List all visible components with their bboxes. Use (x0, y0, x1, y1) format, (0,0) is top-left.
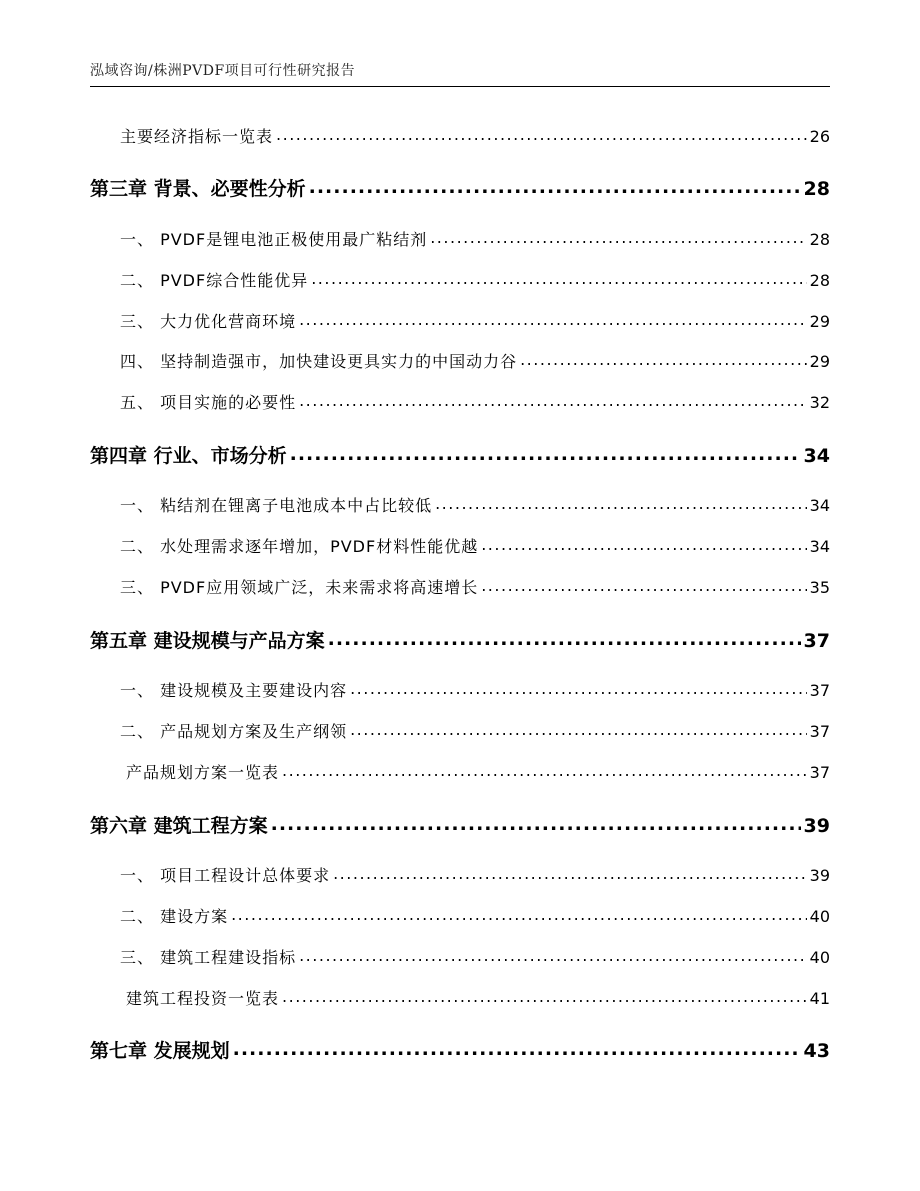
toc-chapter-page: 39 (803, 815, 830, 837)
toc-entry-title: 产品规划方案一览表 (126, 763, 280, 782)
toc-entry-title: 三、 建筑工程建设指标 (120, 948, 297, 967)
toc-entry-title: 四、 坚持制造强市，加快建设更具实力的中国动力谷 (120, 352, 518, 371)
toc-entry[interactable] (120, 124, 830, 147)
toc-entry-page: 41 (809, 989, 830, 1008)
toc-entry-title: 一、 项目工程设计总体要求 (120, 866, 331, 885)
toc-chapter-title: 第五章 建设规模与产品方案 (90, 630, 325, 652)
dot-leader (282, 987, 807, 1006)
toc-entry-page: 28 (809, 230, 830, 249)
toc-entry[interactable] (120, 309, 830, 332)
toc-entry[interactable] (120, 390, 830, 413)
toc-chapter-title: 第四章 行业、市场分析 (90, 445, 287, 467)
toc-chapter[interactable] (90, 811, 830, 838)
toc-entry[interactable] (120, 534, 830, 557)
toc-entry-page: 32 (809, 393, 830, 412)
toc-chapter-title: 第七章 发展规划 (90, 1040, 230, 1062)
toc-entry-title: 二、 产品规划方案及生产纲领 (120, 722, 348, 741)
toc-chapter-page: 37 (803, 630, 830, 652)
dot-leader (333, 864, 807, 883)
toc-entry-title: 一、 PVDF是锂电池正极使用最广粘结剂 (120, 230, 428, 249)
dot-leader (309, 176, 801, 198)
toc-entry-page: 40 (809, 948, 830, 967)
toc-entry-title: 三、 大力优化营商环境 (120, 312, 297, 331)
toc-chapter[interactable] (90, 174, 830, 201)
toc-entry-title: 一、 建设规模及主要建设内容 (120, 681, 348, 700)
toc-entry-page: 37 (809, 722, 830, 741)
toc-entry[interactable] (120, 945, 830, 968)
toc-entry-title: 主要经济指标一览表 (120, 127, 274, 146)
dot-leader (290, 443, 801, 465)
toc-chapter-page: 34 (803, 445, 830, 467)
toc-entry-page: 39 (809, 866, 830, 885)
dot-leader (520, 350, 807, 369)
dot-leader (299, 946, 807, 965)
toc-entry[interactable] (120, 904, 830, 927)
toc-entry-page: 29 (809, 352, 830, 371)
toc-chapter[interactable] (90, 1036, 830, 1063)
toc-entry-page: 34 (809, 496, 830, 515)
toc-entry-title: 二、 水处理需求逐年增加，PVDF材料性能优越 (120, 537, 479, 556)
dot-leader (350, 720, 807, 739)
toc-entry-page: 28 (809, 271, 830, 290)
toc-chapter[interactable] (90, 441, 830, 468)
dot-leader (233, 1038, 801, 1060)
dot-leader (231, 905, 807, 924)
toc-entry-title: 二、 PVDF综合性能优异 (120, 271, 309, 290)
toc-entry-page: 26 (809, 127, 830, 146)
toc-entry[interactable] (120, 863, 830, 886)
toc-entry[interactable] (120, 268, 830, 291)
toc-chapter[interactable] (90, 626, 830, 653)
dot-leader (350, 679, 807, 698)
toc-entry-page: 34 (809, 537, 830, 556)
dot-leader (435, 494, 807, 513)
dot-leader (299, 391, 807, 410)
dot-leader (481, 535, 806, 554)
toc-entry[interactable] (126, 986, 830, 1009)
dot-leader (430, 228, 806, 247)
dot-leader (282, 761, 807, 780)
dot-leader (481, 576, 806, 595)
toc-entry-page: 35 (809, 578, 830, 597)
toc-entry[interactable] (120, 227, 830, 250)
toc-entry-title: 二、 建设方案 (120, 907, 229, 926)
header-divider (90, 86, 830, 87)
toc-entry[interactable] (120, 575, 830, 598)
toc-entry-title: 三、 PVDF应用领域广泛，未来需求将高速增长 (120, 578, 479, 597)
toc-entry-title: 建筑工程投资一览表 (126, 989, 280, 1008)
toc-chapter-title: 第三章 背景、必要性分析 (90, 178, 306, 200)
toc-entry-page: 37 (809, 681, 830, 700)
dot-leader (276, 125, 807, 144)
dot-leader (271, 813, 801, 835)
toc-chapter-page: 28 (803, 178, 830, 200)
toc-chapter-title: 第六章 建筑工程方案 (90, 815, 268, 837)
page-header: 泓域咨询/株洲PVDF项目可行性研究报告 (90, 63, 356, 79)
toc-entry-title: 五、 项目实施的必要性 (120, 393, 297, 412)
dot-leader (311, 269, 806, 288)
toc-entry-title: 一、 粘结剂在锂离子电池成本中占比较低 (120, 496, 433, 515)
toc-entry[interactable] (120, 349, 830, 372)
dot-leader (328, 628, 801, 650)
toc-chapter-page: 43 (803, 1040, 830, 1062)
toc-entry[interactable] (120, 678, 830, 701)
toc-entry[interactable] (120, 719, 830, 742)
toc-entry-page: 29 (809, 312, 830, 331)
toc-entry-page: 40 (809, 907, 830, 926)
toc-entry[interactable] (126, 760, 830, 783)
toc-entry[interactable] (120, 493, 830, 516)
dot-leader (299, 310, 807, 329)
toc-entry-page: 37 (809, 763, 830, 782)
